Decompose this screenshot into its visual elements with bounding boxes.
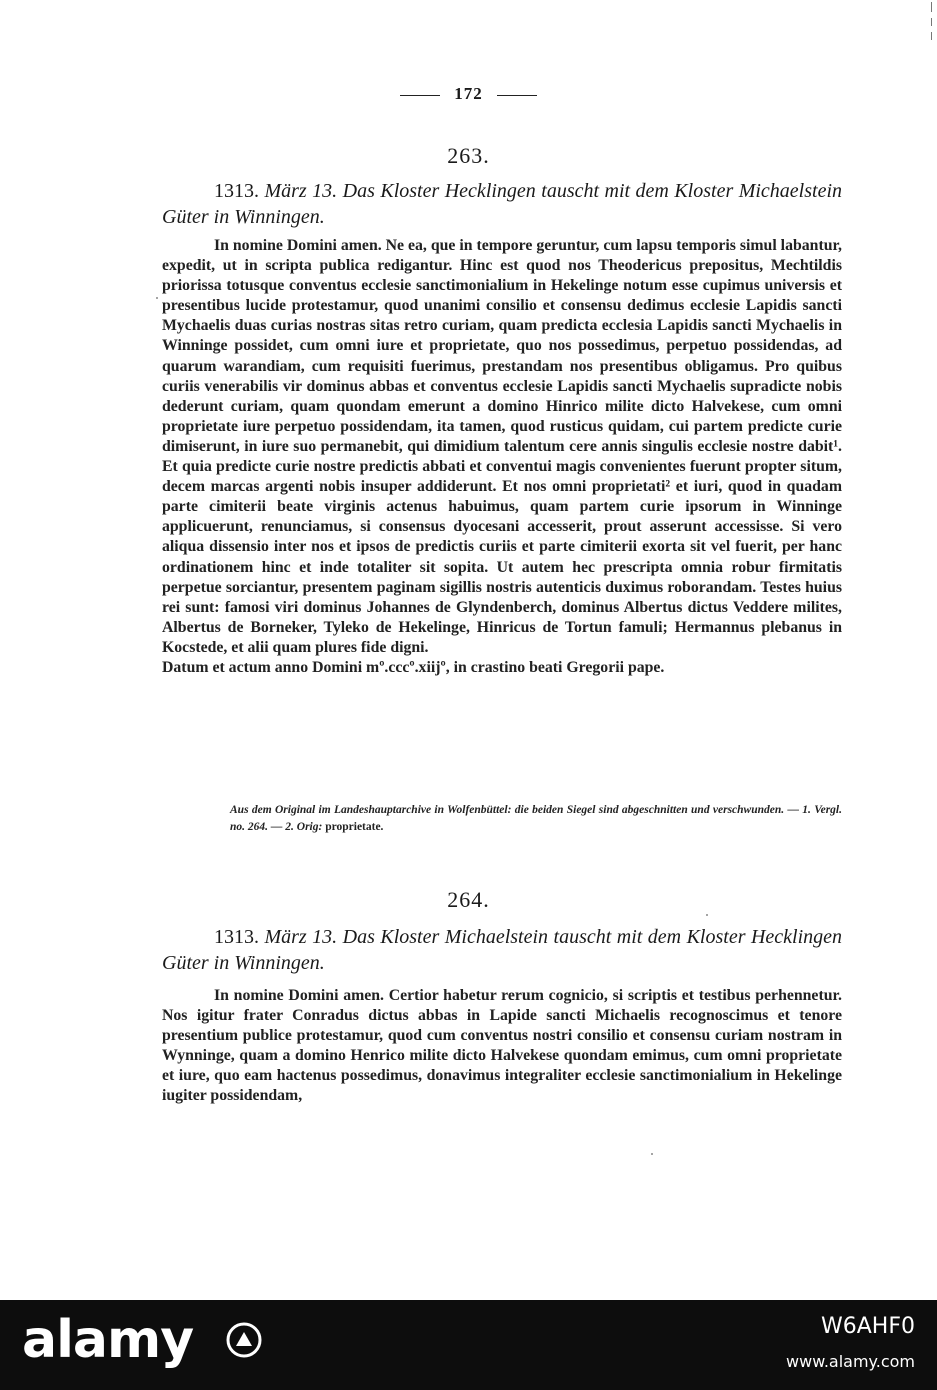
charter-body: In nomine Domini amen. Certior habetur rerum cognicio, si scriptis et testibus perhennetur. Nos igitur frater Conradus dictus abbas in Lapide sancti Michaelis recognoscimus et tenore presentium publice protestamur, quod cum conventus nostri consilio et consensu curiam nostram in Wynninge, quam a domino Henrico milite dicto Halvekese quondam emimus, cum omni proprietate et iure, quo eam hactenus possedimus, donavimus integraliter ecclesie sanctimonialium in Hekelinge iugiter possidendam,: [162, 987, 842, 1105]
regest-title: Das Kloster Michaelstein tauscht mit dem Kloster Hecklingen Güter in Winningen.: [162, 926, 843, 974]
charter-text-263: [162, 236, 842, 678]
source-note-263: [230, 802, 842, 836]
regest-year: 1313.: [214, 926, 259, 948]
stock-watermark-bar: [0, 1300, 937, 1390]
image-id: W6AHF0: [821, 1314, 915, 1339]
source-note-plain: proprietate.: [325, 821, 384, 833]
page-header: [0, 84, 937, 104]
regest-month-day: März 13.: [264, 926, 338, 948]
source-note-italic: Aus dem Original im Landeshauptarchive in Wolfenbüttel: die beiden Siegel sind abgeschnitten und verschwunden. — 1. Vergl. no. 264. — 2. Orig:: [230, 804, 842, 833]
header-rule-right: [497, 95, 537, 96]
document-number-264: 264.: [447, 887, 490, 912]
regest-263: [162, 178, 842, 230]
charter-text-264: [162, 986, 842, 1107]
scan-speck: [156, 297, 158, 299]
margin-tick-marks: [929, 2, 933, 42]
scan-speck: [651, 1153, 653, 1155]
document-number-263: 263.: [447, 143, 490, 168]
regest-year: 1313.: [214, 180, 259, 202]
regest-title: Das Kloster Hecklingen tauscht mit dem Kloster Michaelstein Güter in Winningen.: [162, 180, 843, 228]
header-rule-left: [400, 95, 440, 96]
alamy-mark-icon: [224, 1320, 264, 1360]
alamy-logo: alamy: [22, 1310, 194, 1370]
page-number: 172: [454, 84, 483, 103]
charter-body: In nomine Domini amen. Ne ea, que in tempore geruntur, cum lapsu temporis simul labantur, expedit, ut in scripta publica redigantur. Hinc est quod nos Theodericus prepositus, Mechtildis priorissa totusque conventus ecclesie sanctimonialium in Hekelinge notum esse cupimus universis et presentibus lucide protestamur, quod unanimi consilio et consensu dedimus ecclesie Lapidis sancti Mychaelis duas curias nostras sitas retro curiam, quam predicta ecclesia Lapidis sancti Mychaelis in Winninge possidet, cum omni iure et proprietate, quo nos possedimus, perpetuo possidendas, ad quarum warandiam, cum requisiti fuerimus, prestandam nos presentibus obligamus. Pro quibus curiis venerabilis vir dominus abbas et conventus ecclesie Lapidis sancti Mychaelis supradicte nobis dederunt curiam, quam quondam emerunt a domino Hinrico milite dicto Halvekese, cum omni proprietate iure perpetuo possidendam, ita tamen, quod rusticus quidam, cui partem predicte curie dimiserunt, in iure suo permanebit, qui dimidium talentum cere annis singulis ecclesie nostre dabit¹. Et quia predicte curie nostre predictis abbati et conventui magis convenientes fuerunt propter situm, decem marcas argenti nobis insuper addiderunt. Et nos omni proprietati² et iuri, quod in quadam parte cimiterii beate virginis actenus habuimus, quam partem curie ipsorum in Winninge applicuerunt, renunciamus, si consensus dyocesani accesserit, prout asserunt accessisse. Si vero aliqua dissensio inter nos et ipsos de predictis curiis et parte cimiterii exorta sit vel fuerit, per hanc ordinationem hinc et inde totaliter sit sopita. Ut autem hec prescripta omnia robur firmitatis perpetue sorciantur, presentem paginam sigillis nostris autenticis duximus roborandam. Testes huius rei sunt: famosi viri dominus Johannes de Glyndenberch, dominus Albertus dictus Veddere milites, Albertus de Borneker, Tyleko de Hekelinge, Hinricus de Tortun famuli; Hermannus plebanus in Kocstede, et alii quam plures fide digni.: [162, 237, 842, 656]
site-url: www.alamy.com: [786, 1352, 915, 1371]
regest-month-day: März 13.: [264, 180, 338, 202]
regest-264: [162, 924, 842, 976]
scan-speck: [706, 914, 708, 916]
charter-dating: Datum et actum anno Domini mº.cccº.xiijº, in crastino beati Gregorii pape.: [162, 658, 665, 676]
